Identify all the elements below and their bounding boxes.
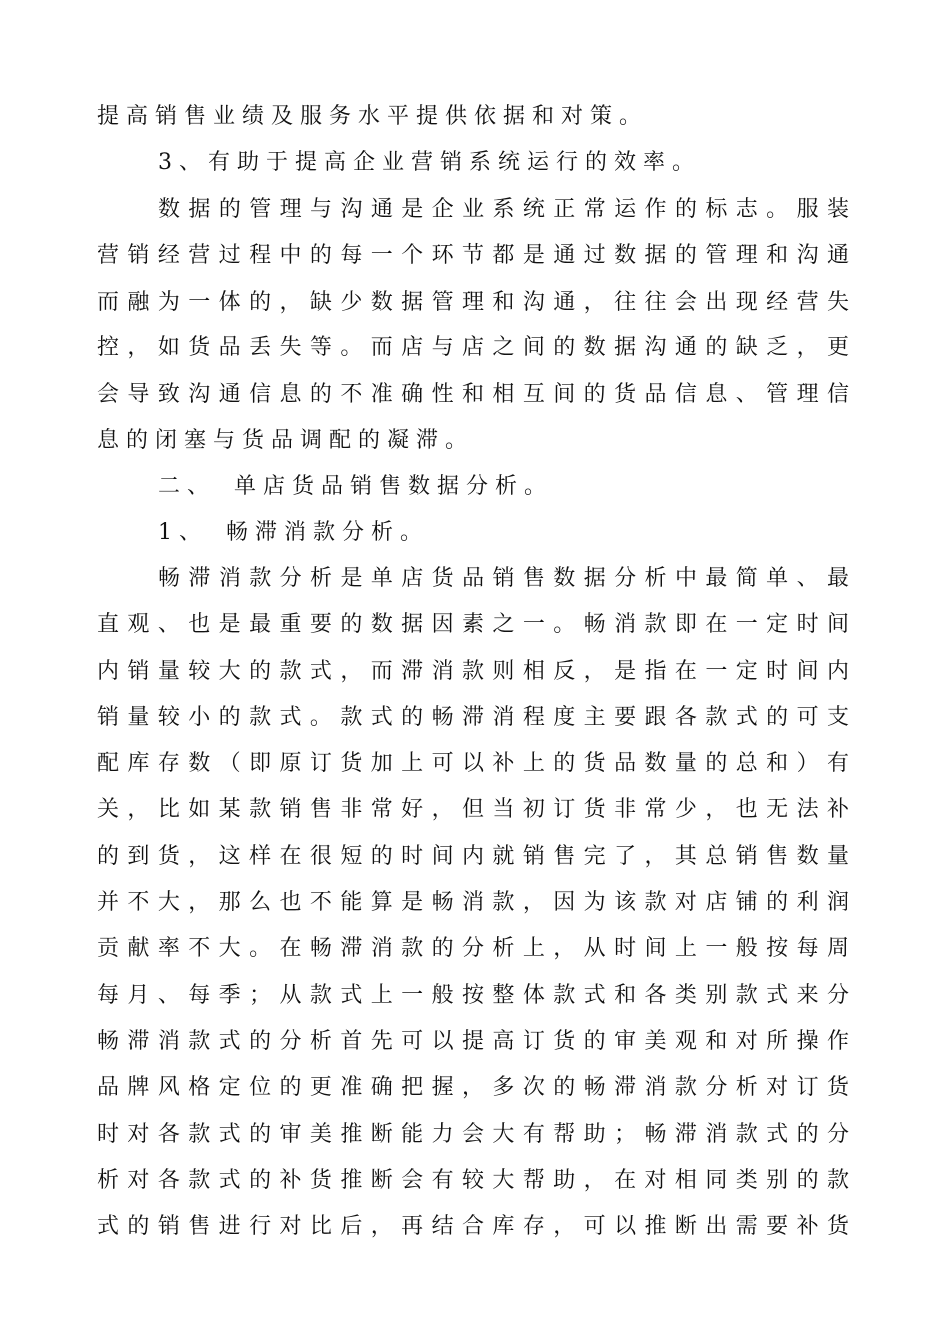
- chapter-heading: 二、 单店货品销售数据分析。: [158, 474, 554, 499]
- paragraph-line: 畅滞消款分析是单店货品销售数据分析中最简单、最: [158, 566, 849, 591]
- text-line: 提高销售业绩及服务水平提供依据和对策。: [97, 104, 649, 129]
- paragraph-line: 每月、每季；从款式上一般按整体款式和各类别款式来分: [97, 983, 849, 1008]
- paragraph-line: 式的销售进行对比后，再结合库存，可以推断出需要补货: [97, 1214, 849, 1239]
- section-heading: 1、 畅滞消款分析。: [158, 520, 429, 545]
- paragraph-line: 配库存数（即原订货加上可以补上的货品数量的总和）有: [97, 751, 849, 776]
- paragraph-line: 直观、也是最重要的数据因素之一。畅消款即在一定时间: [97, 612, 849, 637]
- paragraph-line: 并不大，那么也不能算是畅消款，因为该款对店铺的利润: [97, 890, 849, 915]
- paragraph-line: 畅滞消款式的分析首先可以提高订货的审美观和对所操作: [97, 1029, 849, 1054]
- paragraph-line: 控，如货品丢失等。而店与店之间的数据沟通的缺乏，更: [97, 335, 849, 360]
- paragraph-line: 销量较小的款式。款式的畅滞消程度主要跟各款式的可支: [97, 705, 849, 730]
- paragraph-line: 关，比如某款销售非常好，但当初订货非常少，也无法补: [97, 797, 849, 822]
- paragraph-line: 的到货，这样在很短的时间内就销售完了，其总销售数量: [97, 844, 849, 869]
- paragraph-line: 而融为一体的，缺少数据管理和沟通，往往会出现经营失: [97, 290, 849, 315]
- paragraph-line: 析对各款式的补货推断会有较大帮助，在对相同类别的款: [97, 1168, 849, 1193]
- paragraph-line: 贡献率不大。在畅滞消款的分析上，从时间上一般按每周: [97, 936, 849, 961]
- paragraph-line: 会导致沟通信息的不准确性和相互间的货品信息、管理信: [97, 382, 849, 407]
- paragraph-line: 营销经营过程中的每一个环节都是通过数据的管理和沟通: [97, 243, 849, 268]
- paragraph-line: 数据的管理与沟通是企业系统正常运作的标志。服装: [158, 197, 849, 222]
- paragraph-line: 品牌风格定位的更准确把握，多次的畅滞消款分析对订货: [97, 1075, 849, 1100]
- paragraph-line: 时对各款式的审美推断能力会大有帮助；畅滞消款式的分: [97, 1122, 849, 1147]
- paragraph-line: 内销量较大的款式，而滞消款则相反，是指在一定时间内: [97, 659, 849, 684]
- paragraph-line: 息的闭塞与货品调配的凝滞。: [97, 428, 475, 453]
- section-heading: 3、有助于提高企业营销系统运行的效率。: [158, 150, 701, 175]
